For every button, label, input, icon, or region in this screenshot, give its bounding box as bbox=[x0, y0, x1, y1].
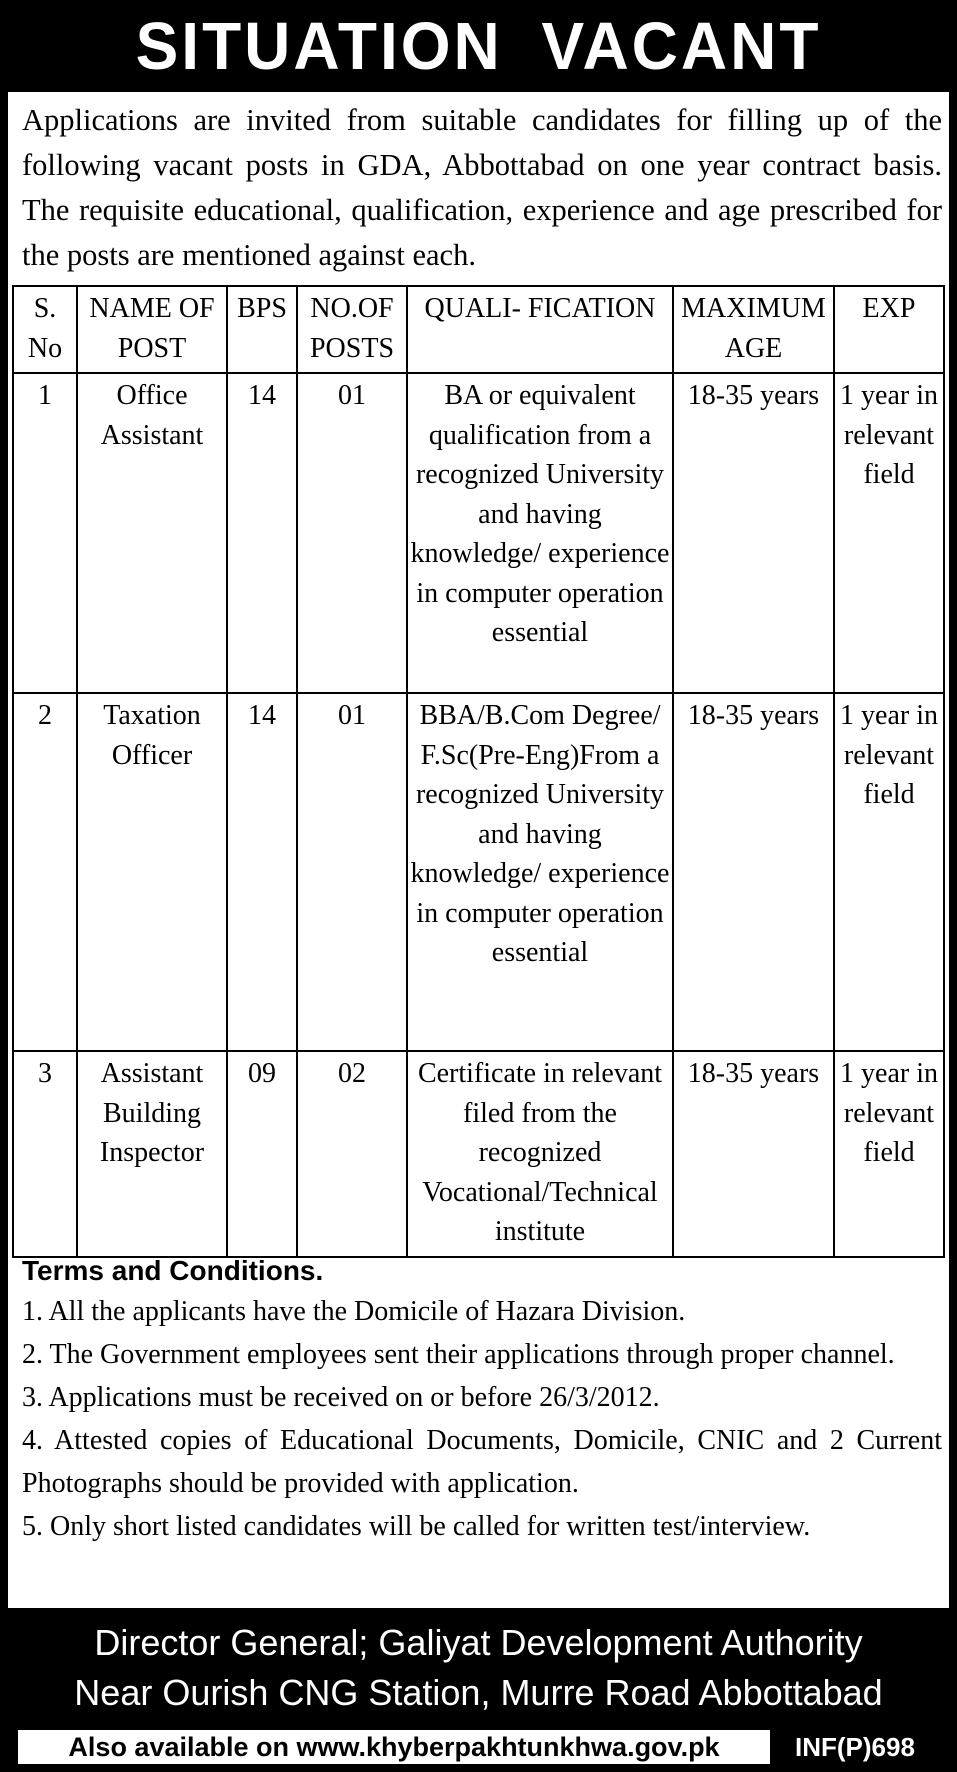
header-exp: EXP bbox=[834, 286, 944, 373]
table-row bbox=[13, 693, 944, 1051]
footer bbox=[0, 1608, 957, 1772]
cell-sno: 2 bbox=[13, 693, 77, 1051]
cell-posts: 01 bbox=[297, 693, 407, 1051]
cell-post: Taxation Officer bbox=[77, 693, 227, 1051]
term-item: 5. Only short listed candidates will be called for written test/interview. bbox=[22, 1511, 811, 1542]
term-item: 2. The Government employees sent their applications through proper channel. bbox=[22, 1339, 895, 1370]
cell-qualification: BBA/B.Com Degree/ F.Sc(Pre-Eng)From a recognized University and having knowledge/ experience in computer operation essential bbox=[407, 693, 673, 1051]
title-banner bbox=[0, 0, 957, 92]
advertisement-body bbox=[8, 92, 949, 1608]
cell-bps: 09 bbox=[227, 1051, 297, 1257]
cell-exp: 1 year in relevant field bbox=[834, 693, 944, 1051]
table-row bbox=[13, 1051, 944, 1257]
vacancy-table bbox=[12, 285, 945, 1258]
cell-posts: 02 bbox=[297, 1051, 407, 1257]
cell-qualification: Certificate in relevant filed from the recognized Vocational/Technical institute bbox=[407, 1051, 673, 1257]
header-age: MAXIMUM AGE bbox=[673, 286, 834, 373]
term-item: 1. All the applicants have the Domicile of Hazara Division. bbox=[22, 1296, 686, 1327]
address-line-1: Director General; Galiyat Development Authority bbox=[94, 1622, 863, 1663]
cell-post: Assistant Building Inspector bbox=[77, 1051, 227, 1257]
header-bps: BPS bbox=[227, 286, 297, 373]
reference-number: INF(P)698 bbox=[795, 1732, 915, 1762]
cell-sno: 1 bbox=[13, 373, 77, 693]
header-post: NAME OF POST bbox=[77, 286, 227, 373]
term-item: 3. Applications must be received on or before 26/3/2012. bbox=[22, 1382, 660, 1413]
cell-exp: 1 year in relevant field bbox=[834, 1051, 944, 1257]
cell-post: Office Assistant bbox=[77, 373, 227, 693]
address-line-2: Near Ourish CNG Station, Murre Road Abbottabad bbox=[74, 1672, 883, 1713]
cell-posts: 01 bbox=[297, 373, 407, 693]
cell-age: 18-35 years bbox=[673, 373, 834, 693]
cell-age: 18-35 years bbox=[673, 693, 834, 1051]
header-qualification: QUALI- FICATION bbox=[407, 286, 673, 373]
cell-bps: 14 bbox=[227, 373, 297, 693]
terms-section bbox=[22, 1252, 942, 1548]
term-item: 4. Attested copies of Educational Documents, Domicile, CNIC and 2 Current Photographs should be provided with application. bbox=[22, 1425, 942, 1499]
table-header-row bbox=[13, 286, 944, 373]
header-posts: NO.OF POSTS bbox=[297, 286, 407, 373]
page-title: SITUATION VACANT bbox=[135, 8, 822, 84]
cell-qualification: BA or equivalent qualification from a recognized University and having knowledge/ experience in computer operation essential bbox=[407, 373, 673, 693]
website-notice: Also available on www.khyberpakhtunkhwa.gov.pk bbox=[18, 1730, 770, 1764]
cell-sno: 3 bbox=[13, 1051, 77, 1257]
intro-paragraph: Applications are invited from suitable candidates for filling up of the following vacant posts in GDA, Abbottabad on one year contract basis. The requisite educational, qualification, experience and age prescribed for the posts are mentioned against each. bbox=[22, 103, 942, 272]
terms-heading: Terms and Conditions. bbox=[22, 1255, 324, 1286]
table-row bbox=[13, 373, 944, 693]
header-sno: S. No bbox=[13, 286, 77, 373]
cell-bps: 14 bbox=[227, 693, 297, 1051]
cell-age: 18-35 years bbox=[673, 1051, 834, 1257]
cell-exp: 1 year in relevant field bbox=[834, 373, 944, 693]
